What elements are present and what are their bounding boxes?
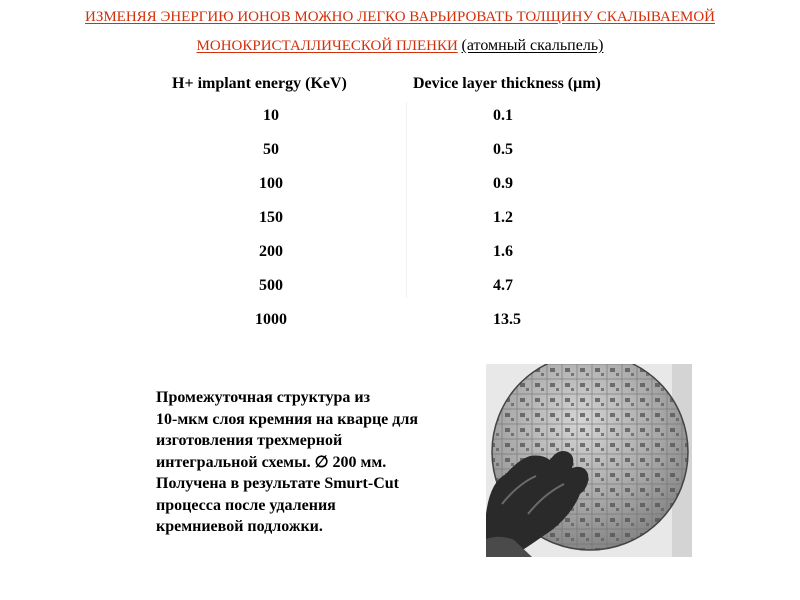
cell-thickness: 1.6 <box>493 243 513 260</box>
cell-energy: 10 <box>263 107 279 124</box>
cell-energy: 1000 <box>255 311 287 328</box>
title-line-2-red: МОНОКРИСТАЛЛИЧЕСКОЙ ПЛЕНКИ <box>196 38 458 54</box>
energy-thickness-table <box>150 68 650 338</box>
table-row <box>150 168 650 202</box>
cell-thickness: 0.1 <box>493 107 513 124</box>
cell-thickness: 4.7 <box>493 277 513 294</box>
cell-energy: 50 <box>263 141 279 158</box>
cell-thickness: 13.5 <box>493 311 521 328</box>
table-row <box>150 236 650 270</box>
caption-line: Получена в результате Smurt-Cut <box>156 475 399 492</box>
table-row <box>150 304 650 338</box>
cell-energy: 150 <box>259 209 283 226</box>
caption-line: процесса после удаления <box>156 496 336 514</box>
caption-line: кремниевой подложки. <box>156 518 323 535</box>
header-layer-thickness: Device layer thickness (μm) <box>413 75 601 92</box>
cell-thickness: 0.9 <box>493 175 513 192</box>
cell-energy: 200 <box>259 243 283 260</box>
caption-line: изготовления трехмерной <box>156 432 343 449</box>
wafer-in-hand-photo <box>472 364 692 557</box>
caption-line: интегральной схемы. ∅ 200 мм. <box>156 453 387 471</box>
photo-caption <box>156 387 466 538</box>
header-implant-energy: H+ implant energy (KeV) <box>172 75 347 92</box>
cell-energy: 500 <box>259 277 283 294</box>
cell-energy: 100 <box>259 175 283 192</box>
title-line-1: ИЗМЕНЯЯ ЭНЕРГИЮ ИОНОВ МОЖНО ЛЕГКО ВАРЬИРОВАТЬ ТОЛЩИНУ СКАЛЫВАЕМОЙ <box>85 9 715 25</box>
table-row <box>150 100 650 134</box>
title-line-2-subtitle: (атомный скальпель) <box>461 37 604 54</box>
caption-line: 10-мкм слоя кремния на кварце для <box>156 410 419 428</box>
table-row <box>150 202 650 236</box>
table-header <box>150 68 650 100</box>
column-divider <box>406 102 407 298</box>
cell-thickness: 1.2 <box>493 209 513 226</box>
table-row <box>150 270 650 304</box>
cell-thickness: 0.5 <box>493 141 513 158</box>
caption-line: Промежуточная структура из <box>156 389 371 406</box>
title-line-2 <box>0 37 800 55</box>
table-row <box>150 134 650 168</box>
